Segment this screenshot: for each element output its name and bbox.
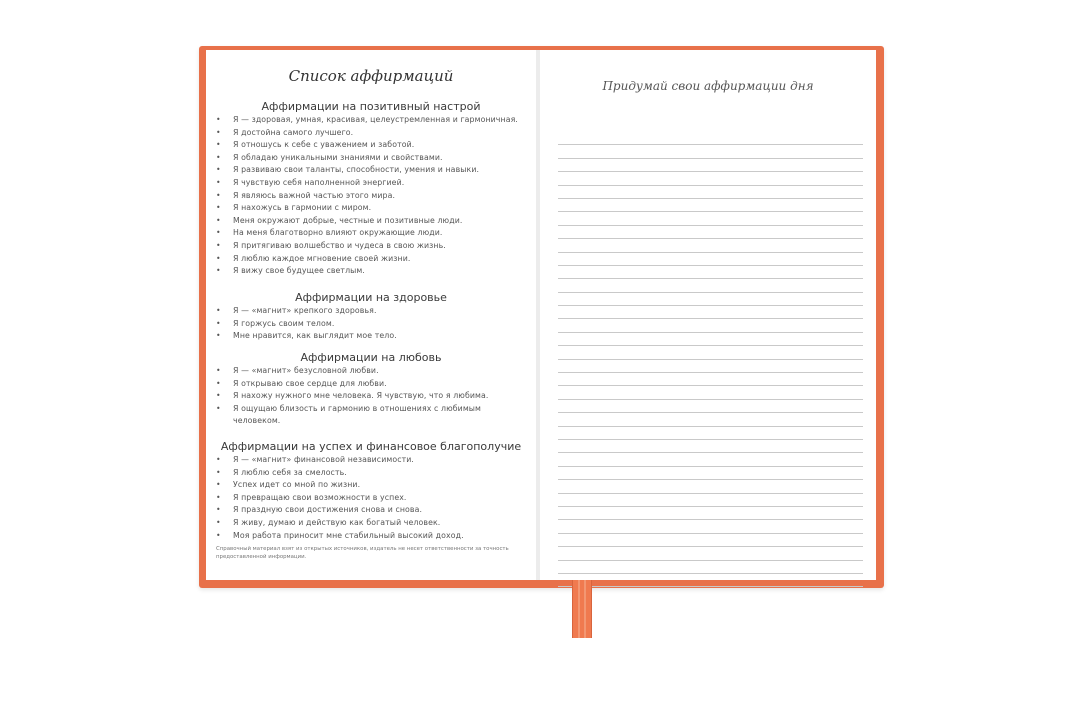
affirmation-item: • Я притягиваю волшебство и чудеса в свою жизнь. xyxy=(216,240,528,253)
affirmation-item: • Я вижу свое будущее светлым. xyxy=(216,265,528,278)
disclaimer-footnote: Справочный материал взят из открытых источников, издатель не несет ответственности за точность предоставленной информации. xyxy=(216,546,509,560)
affirmation-item: • Я люблю себя за смелость. xyxy=(216,467,528,480)
affirmation-item: • Я — «магнит» безусловной любви. xyxy=(216,365,528,378)
affirmation-item: • Я ощущаю близость и гармонию в отношениях с любимым человеком. xyxy=(216,403,528,428)
affirmation-item: • Успех идет со мной по жизни. xyxy=(216,479,528,492)
affirmation-item: • Я — здоровая, умная, красивая, целеустремленная и гармоничная. xyxy=(216,114,528,127)
ruled-line xyxy=(558,520,863,533)
ruled-line xyxy=(558,279,863,292)
affirmation-item: • Я — «магнит» крепкого здоровья. xyxy=(216,305,528,318)
ruled-line xyxy=(558,547,863,560)
affirmation-item: • Я чувствую себя наполненной энергией. xyxy=(216,177,528,190)
ruled-line xyxy=(558,306,863,319)
affirmation-item: • Я обладаю уникальными знаниями и свойствами. xyxy=(216,152,528,165)
affirmation-list-health xyxy=(216,305,528,343)
ruled-line xyxy=(558,172,863,185)
affirmation-item: • Меня окружают добрые, честные и позитивные люди. xyxy=(216,215,528,228)
ruled-line xyxy=(558,440,863,453)
ruled-line xyxy=(558,333,863,346)
ruled-line xyxy=(558,373,863,386)
ruled-line xyxy=(558,400,863,413)
section-heading-health: Аффирмации на здоровье xyxy=(295,291,447,304)
affirmation-item: • Я горжусь своим телом. xyxy=(216,318,528,331)
ruled-line xyxy=(558,467,863,480)
section-heading-success: Аффирмации на успех и финансовое благополучие xyxy=(220,440,522,453)
ruled-line xyxy=(558,507,863,520)
ruled-line xyxy=(558,226,863,239)
affirmation-item: • Я открываю свое сердце для любви. xyxy=(216,378,528,391)
right-page-title: Придумай свои аффирмации дня xyxy=(602,79,814,93)
section-heading-love: Аффирмации на любовь xyxy=(300,351,442,364)
affirmation-item: • Я — «магнит» финансовой независимости. xyxy=(216,454,528,467)
affirmation-item: • Я превращаю свои возможности в успех. xyxy=(216,492,528,505)
ruled-line xyxy=(558,132,863,145)
affirmation-item: • На меня благотворно влияют окружающие люди. xyxy=(216,227,528,240)
ruled-line xyxy=(558,561,863,574)
ruled-line xyxy=(558,145,863,158)
ruled-lines xyxy=(558,132,863,587)
ruled-line xyxy=(558,239,863,252)
ruled-line xyxy=(558,427,863,440)
ruled-line xyxy=(558,346,863,359)
affirmation-item: • Я нахожусь в гармонии с миром. xyxy=(216,202,528,215)
ribbon-stripe xyxy=(578,580,580,638)
ruled-line xyxy=(558,453,863,466)
section-heading-positive: Аффирмации на позитивный настрой xyxy=(261,100,481,113)
left-page xyxy=(206,50,537,580)
ruled-line xyxy=(558,319,863,332)
affirmation-item: • Я достойна самого лучшего. xyxy=(216,127,528,140)
ruled-line xyxy=(558,494,863,507)
affirmation-item: • Я живу, думаю и действую как богатый человек. xyxy=(216,517,528,530)
affirmation-item: • Я люблю каждое мгновение своей жизни. xyxy=(216,253,528,266)
ruled-line xyxy=(558,212,863,225)
bookmark-ribbon xyxy=(572,580,592,638)
affirmation-item: • Я праздную свои достижения снова и снова. xyxy=(216,504,528,517)
ruled-line xyxy=(558,360,863,373)
affirmation-item: • Я нахожу нужного мне человека. Я чувствую, что я любима. xyxy=(216,390,528,403)
ruled-line xyxy=(558,253,863,266)
ruled-line xyxy=(558,386,863,399)
ruled-line xyxy=(558,413,863,426)
affirmation-list-positive xyxy=(216,114,528,278)
affirmation-item: • Я развиваю свои таланты, способности, умения и навыки. xyxy=(216,164,528,177)
affirmation-item: • Моя работа приносит мне стабильный высокий доход. xyxy=(216,530,528,543)
ruled-line xyxy=(558,480,863,493)
ruled-line xyxy=(558,534,863,547)
affirmation-item: • Я отношусь к себе с уважением и заботой. xyxy=(216,139,528,152)
right-page xyxy=(540,50,876,580)
ruled-line xyxy=(558,186,863,199)
affirmation-list-love xyxy=(216,365,528,428)
ruled-line xyxy=(558,159,863,172)
ruled-line xyxy=(558,293,863,306)
ribbon-stripe xyxy=(584,580,586,638)
affirmation-item: • Мне нравится, как выглядит мое тело. xyxy=(216,330,528,343)
affirmation-list-success xyxy=(216,454,528,542)
affirmation-item: • Я являюсь важной частью этого мира. xyxy=(216,190,528,203)
ruled-line xyxy=(558,266,863,279)
ruled-line xyxy=(558,199,863,212)
ruled-line xyxy=(558,574,863,587)
left-page-title: Список аффирмаций xyxy=(288,67,454,85)
